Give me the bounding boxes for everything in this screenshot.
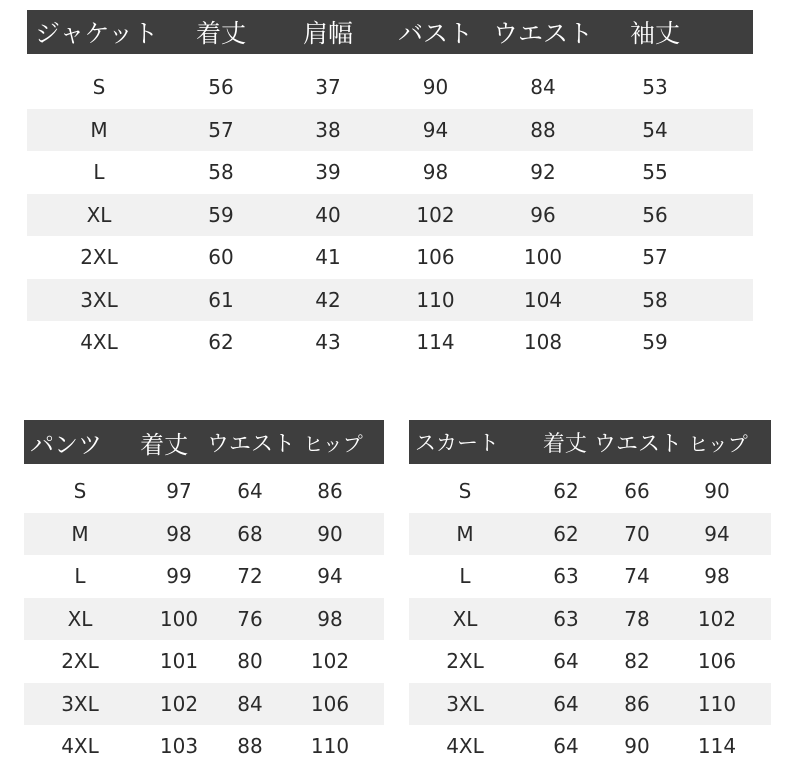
size-cell: L	[93, 160, 105, 185]
table-row	[409, 513, 771, 556]
skirt-header-hip: ヒップ	[688, 431, 748, 456]
size-cell: 4XL	[80, 330, 118, 355]
value-cell: 54	[642, 117, 668, 142]
size-cell: L	[74, 564, 86, 589]
value-cell: 98	[422, 160, 449, 185]
value-cell: 102	[310, 649, 350, 674]
jacket-header-length: 着丈	[195, 19, 246, 48]
table-row	[409, 555, 771, 598]
value-cell: 114	[416, 330, 455, 355]
value-cell: 106	[416, 245, 455, 270]
table-row	[27, 321, 753, 364]
value-cell: 63	[553, 606, 579, 631]
value-cell: 110	[416, 287, 455, 312]
table-row	[24, 555, 384, 598]
jacket-header-waist: ウエスト	[492, 19, 593, 48]
value-cell: 102	[697, 606, 737, 631]
value-cell: 88	[237, 734, 263, 759]
value-cell: 101	[159, 649, 199, 674]
value-cell: 74	[624, 564, 650, 589]
value-cell: 43	[315, 330, 341, 355]
value-cell: 100	[523, 245, 563, 270]
value-cell: 94	[704, 521, 730, 546]
value-cell: 90	[422, 75, 449, 100]
value-cell: 64	[553, 649, 579, 674]
value-cell: 90	[624, 734, 650, 759]
table-row	[27, 194, 753, 237]
skirt-header-waist: ウエスト	[593, 431, 682, 457]
size-cell: S	[92, 75, 106, 100]
table-row	[27, 236, 753, 279]
value-cell: 100	[159, 606, 199, 631]
skirt-header-length: 着丈	[542, 431, 587, 457]
value-cell: 110	[697, 691, 737, 716]
value-cell: 84	[237, 691, 263, 716]
size-cell: 3XL	[446, 691, 484, 716]
value-cell: 90	[317, 521, 343, 546]
size-cell: XL	[452, 606, 478, 631]
value-cell: 94	[317, 564, 343, 589]
pants-header-length: 着丈	[140, 430, 189, 459]
size-cell: XL	[67, 606, 93, 631]
value-cell: 88	[530, 117, 556, 142]
value-cell: 56	[642, 202, 668, 227]
table-row	[409, 725, 771, 768]
value-cell: 99	[166, 564, 192, 589]
size-cell: M	[456, 521, 474, 546]
skirt-header-row	[409, 420, 771, 464]
value-cell: 64	[553, 734, 579, 759]
value-cell: 62	[553, 479, 579, 504]
pants-header-hip: ヒップ	[303, 431, 363, 456]
value-cell: 60	[208, 245, 234, 270]
table-row	[409, 683, 771, 726]
table-row	[24, 725, 384, 768]
table-row	[27, 66, 753, 109]
pants-size-table	[24, 420, 384, 768]
jacket-header-bust: バスト	[397, 19, 473, 48]
value-cell: 98	[704, 564, 730, 589]
table-row	[409, 598, 771, 641]
value-cell: 38	[315, 117, 341, 142]
table-row	[409, 470, 771, 513]
value-cell: 98	[317, 606, 343, 631]
value-cell: 59	[642, 330, 668, 355]
value-cell: 41	[315, 245, 341, 270]
jacket-header-item: ジャケット	[35, 19, 159, 48]
pants-header-item: パンツ	[30, 430, 102, 459]
table-row	[24, 683, 384, 726]
value-cell: 114	[697, 734, 737, 759]
value-cell: 86	[624, 691, 650, 716]
value-cell: 110	[310, 734, 350, 759]
value-cell: 39	[315, 160, 341, 185]
value-cell: 58	[642, 287, 668, 312]
value-cell: 61	[208, 287, 234, 312]
value-cell: 72	[237, 564, 263, 589]
value-cell: 98	[166, 521, 192, 546]
value-cell: 90	[704, 479, 730, 504]
value-cell: 78	[624, 606, 650, 631]
table-row	[24, 640, 384, 683]
value-cell: 92	[530, 160, 556, 185]
value-cell: 106	[310, 691, 350, 716]
value-cell: 94	[422, 117, 449, 142]
table-row	[24, 470, 384, 513]
value-cell: 76	[237, 606, 263, 631]
size-cell: 2XL	[446, 649, 484, 674]
table-row	[409, 640, 771, 683]
value-cell: 58	[208, 160, 234, 185]
jacket-header-row	[27, 10, 753, 54]
skirt-header-item: スカート	[415, 431, 499, 455]
size-cell: 2XL	[80, 245, 118, 270]
value-cell: 104	[523, 287, 563, 312]
size-cell: 3XL	[80, 287, 118, 312]
size-cell: M	[71, 521, 89, 546]
size-cell: 3XL	[61, 691, 99, 716]
value-cell: 59	[208, 202, 234, 227]
value-cell: 80	[237, 649, 263, 674]
pants-header-waist: ウエスト	[207, 431, 296, 457]
value-cell: 82	[624, 649, 650, 674]
value-cell: 106	[697, 649, 737, 674]
table-row	[24, 513, 384, 556]
value-cell: 64	[553, 691, 579, 716]
value-cell: 55	[642, 160, 668, 185]
value-cell: 84	[530, 75, 556, 100]
table-row	[27, 279, 753, 322]
jacket-header-shoulder: 肩幅	[302, 19, 353, 48]
table-row	[24, 598, 384, 641]
value-cell: 57	[642, 245, 668, 270]
value-cell: 97	[166, 479, 192, 504]
value-cell: 42	[315, 287, 341, 312]
value-cell: 64	[237, 479, 263, 504]
value-cell: 57	[208, 117, 234, 142]
size-cell: XL	[86, 202, 112, 227]
value-cell: 62	[553, 521, 579, 546]
value-cell: 70	[624, 521, 650, 546]
value-cell: 96	[530, 202, 556, 227]
size-cell: S	[73, 479, 87, 504]
value-cell: 63	[553, 564, 579, 589]
pants-header-row	[24, 420, 384, 464]
size-cell: 4XL	[61, 734, 99, 759]
jacket-size-table	[27, 10, 753, 364]
value-cell: 40	[315, 202, 341, 227]
jacket-header-sleeve: 袖丈	[629, 19, 680, 48]
size-cell: 2XL	[61, 649, 99, 674]
value-cell: 102	[159, 691, 199, 716]
value-cell: 53	[642, 75, 668, 100]
skirt-size-table	[409, 420, 771, 768]
value-cell: 102	[416, 202, 455, 227]
table-row	[27, 151, 753, 194]
size-cell: L	[459, 564, 471, 589]
value-cell: 86	[317, 479, 343, 504]
value-cell: 62	[208, 330, 234, 355]
table-row	[27, 109, 753, 152]
size-cell: 4XL	[446, 734, 484, 759]
value-cell: 56	[208, 75, 234, 100]
size-cell: M	[90, 117, 108, 142]
value-cell: 37	[315, 75, 341, 100]
value-cell: 68	[237, 521, 263, 546]
value-cell: 103	[159, 734, 199, 759]
size-cell: S	[458, 479, 472, 504]
value-cell: 66	[624, 479, 650, 504]
value-cell: 108	[523, 330, 563, 355]
